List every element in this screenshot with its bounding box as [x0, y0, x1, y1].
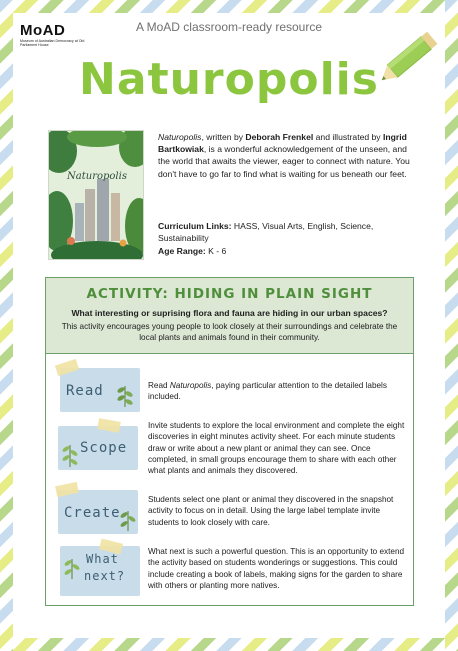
- curriculum-links: [158, 220, 420, 244]
- intro-text-3: , is a wonderful acknowledgement of the unseen, and the world that awaits the viewer, eager to connect with nature. You don't have to go far to find what is waiting for us beneath our feet.: [158, 144, 410, 179]
- age-range-value: K - 6: [205, 246, 227, 256]
- border-bottom: [0, 638, 458, 651]
- step-text-create: Students select one plant or animal they discovered in the snapshot activity to focus on in detail. Using the large label template invite students to look closely with care.: [148, 495, 394, 527]
- step-word-read: Read: [66, 383, 104, 399]
- cover-title: Naturopolis: [67, 171, 127, 182]
- activity-title: ACTIVITY: HIDING IN PLAIN SIGHT: [86, 286, 373, 302]
- book-cover-illustration: [49, 131, 144, 260]
- curriculum-links-value: HASS, Visual Arts, English, Science, Sustainability: [158, 221, 374, 244]
- step-word-next: next?: [84, 569, 126, 583]
- leaf-sprig-icon: [60, 442, 80, 468]
- curriculum-links-label: Curriculum Links:: [158, 221, 232, 231]
- border-top: [0, 0, 458, 13]
- leaf-sprig-icon: [118, 508, 138, 532]
- step-word-what: What: [86, 552, 119, 566]
- step-text-what-next: What next is such a powerful question. This is an opportunity to extend the activity based on students wonderings or suggestions. This could include creating a book of labels, making signs for the garden to share with others or planting more natives.: [148, 547, 405, 590]
- leaf-sprig-icon: [62, 556, 82, 580]
- logo-subtitle: Museum of Australian Democracy at Old Parliament House: [20, 39, 85, 48]
- book-cover-image: [48, 130, 144, 260]
- activity-question: What interesting or suprising flora and fauna are hiding in our urban spaces?: [71, 308, 388, 318]
- resource-tag: A MoAD classroom-ready resource: [135, 20, 323, 34]
- illustrator-name: Ingrid Bartkowiak: [158, 132, 407, 155]
- page-title: Naturopolis: [79, 54, 379, 105]
- age-range-label: Age Range:: [158, 246, 206, 256]
- step-word-scope: Scope: [80, 440, 128, 456]
- step-text-scope: Invite students to explore the local environment and complete the eight discoveries in eight minutes activity sheet. For each minute students draw or write about a new plant or animal they can see. Once completed, in small groups encourage them to share with each other what plants and animals they discovered.: [148, 421, 405, 476]
- step-text-read: [148, 380, 410, 403]
- age-range: [158, 245, 226, 257]
- step-word-create: Create: [64, 505, 121, 521]
- author-name: Deborah Frenkel: [245, 132, 314, 142]
- activity-description: This activity encourages young people to look closely at their surroundings and celebrate the local plants and animals found in their community.: [61, 322, 398, 342]
- book-introduction: [158, 131, 420, 180]
- step-text-read-a: Read: [148, 381, 170, 390]
- leaf-sprig-icon: [114, 382, 136, 408]
- intro-text-2: and illustrated by: [313, 132, 383, 142]
- step-text-read-title: Naturopolis: [169, 381, 212, 390]
- logo-mark: MoAD: [20, 22, 66, 39]
- activity-header: [46, 278, 413, 354]
- intro-text-1: , written by: [201, 132, 246, 142]
- book-title-italic: Naturopolis: [158, 132, 202, 142]
- step-text-read-b: , paying particular attention to the detailed labels included.: [148, 381, 387, 402]
